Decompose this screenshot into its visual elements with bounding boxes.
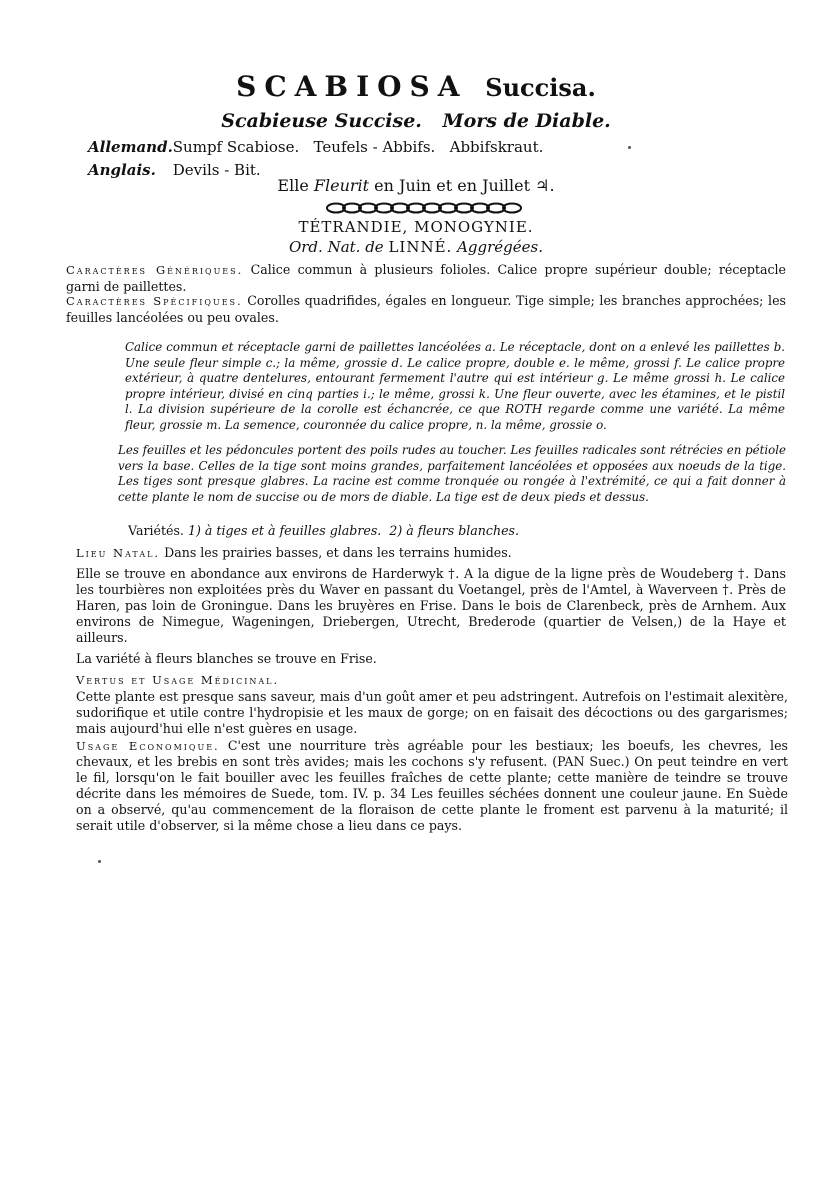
medicinal-heading <box>76 672 786 689</box>
flower-description: Calice commun et réceptacle garni de paillettes lancéolées a. Le réceptacle, dont on a enlevé les paillettes b. Une seule fleur simple c.; la même, grossie d. Le calice propre, double e. le même, grossi f. Le calice propre extérieur, à quatre dentelures, entourant fermement l'autre qui est intérieur g. Le même grossi h. Le calice propre intérieur, divisé en cinq parties i.; le même, grossi k. Une fleur ouverte, avec les étamines, et le pistil l. La division supérieure de la corolle est échancrée, ce que ROTH regarde comme une variété. La même fleur, grossie m. La semence, couronnée du calice propre, n. la même, grossie o. <box>125 340 785 432</box>
flowering-post: en Juin et en Juillet ♃. <box>369 176 555 195</box>
speck <box>98 860 101 863</box>
varieties <box>128 523 788 539</box>
language-label: Allemand. <box>88 138 173 156</box>
order-post: Aggrégées. <box>452 238 544 256</box>
linnaean-class: TÉTRANDIE, MONOGYNIE. <box>298 218 534 236</box>
section-heading: Lieu Natal. <box>76 546 161 560</box>
varieties-text: 1) à tiges et à feuilles glabres. 2) à fleurs blanches. <box>183 523 519 538</box>
medicinal-text: Cette plante est presque sans saveur, mais d'un goût amer et peu adstringent. Autrefois on l'estimait alexitère, sudorifique et utile contre l'hydropisie et les maux de gorge; on en faisait des décoctions ou des gargarismes; mais aujourd'hui elle n'est guères en usage. <box>76 689 788 736</box>
native-place <box>76 545 786 562</box>
species-name: Succisa. <box>485 73 596 102</box>
section-text: Calice commun à plusieurs folioles. Calice propre supérieur double; réceptacle garni de paillettes. <box>66 262 787 294</box>
section-text: C'est une nourriture très agréable pour les bestiaux; les boeufs, les chevres, les chevaux, et les brebis en sont très avides; mais les cochons s'y refusent. (PAN Suec.) On peut teindre en vert le fil, lorsqu'on le fait bouiller avec les feuilles fraîches de cette plante; cette manière de teindre se trouve décrite dans les mémoires de Suede, tom. IV. p. 34 Les feuilles séchées donnent une couleur jaune. En Suède on a observé, qu'au commencement de la floraison de cette plante le froment est parvenu à la maturité; il serait utile d'observer, si la même chose a lieu dans ce pays. <box>76 738 788 833</box>
leaves-description: Les feuilles et les pédoncules portent des poils rudes au toucher. Les feuilles radicales sont rétrécies en pétiole vers la base. Celles de la tige sont moins grandes, parfaitement lancéolées et opposées aux noeuds de la tige. Les tiges sont presque glabres. La racine est comme tronquée ou rongée à l'extrémité, ce qui a fait donner à cette plante le nom de succise ou de mors de diable. La tige est de deux pieds et dessus. <box>118 443 786 504</box>
varieties-label: Variétés. <box>128 523 184 538</box>
economic-use <box>76 738 788 834</box>
section-text: Corolles quadrifides, égales en longueur. Tige simple; les branches approchées; les feuilles lancéolées ou peu ovales. <box>66 293 786 325</box>
flowering-period <box>0 176 832 195</box>
vernacular-names: Devils - Bit. <box>172 161 261 179</box>
speck <box>628 146 631 149</box>
genus-name: SCABIOSA <box>236 70 468 103</box>
flowering-pre: Elle <box>277 176 314 195</box>
common-name-1: Scabieuse Succise. <box>221 110 422 132</box>
vernacular-names: Sumpf Scabiose. Teufels - Abbifs. Abbifskraut. <box>172 138 544 156</box>
section-text: Dans les prairies basses, et dans les terrains humides. <box>160 545 512 560</box>
order-author: LINNÉ. <box>388 238 453 256</box>
specific-characters <box>66 293 786 325</box>
page-title <box>0 70 832 103</box>
flowering-verb: Fleurit <box>313 176 370 195</box>
section-heading: Vertus et Usage Médicinal. <box>76 673 280 687</box>
localities: Elle se trouve en abondance aux environs de Harderwyk †. A la digue de la ligne près de Woudeberg †. Dans les tourbières non exploitées près du Waver en passant du Voetangel, près de l'Amtel, à Waverveen †. Près de Haren, pas loin de Groningue. Dans les bruyères en Frise. Dans le bois de Clarenbeck, près de Arnhem. Aux environs de Nimegue, Wageningen, Driebergen, Utrecht, Brederode (quartier de Velsen,) de la Haye et ailleurs. <box>76 566 786 645</box>
white-variety-locality: La variété à fleurs blanches se trouve en Frise. <box>76 651 377 666</box>
chain-ornament <box>326 201 526 215</box>
section-heading: Caractères Spécifiques. <box>66 294 243 308</box>
section-heading: Usage Economique. <box>76 739 220 753</box>
natural-order <box>0 238 832 256</box>
generic-characters <box>66 262 786 294</box>
language-label: Anglais. <box>88 161 156 179</box>
section-heading: Caractères Génériques. <box>66 263 244 277</box>
french-common-names <box>0 110 832 132</box>
vernacular-german <box>88 138 543 156</box>
common-name-2: Mors de Diable. <box>442 110 611 132</box>
order-pre: Ord. Nat. de <box>288 238 389 256</box>
